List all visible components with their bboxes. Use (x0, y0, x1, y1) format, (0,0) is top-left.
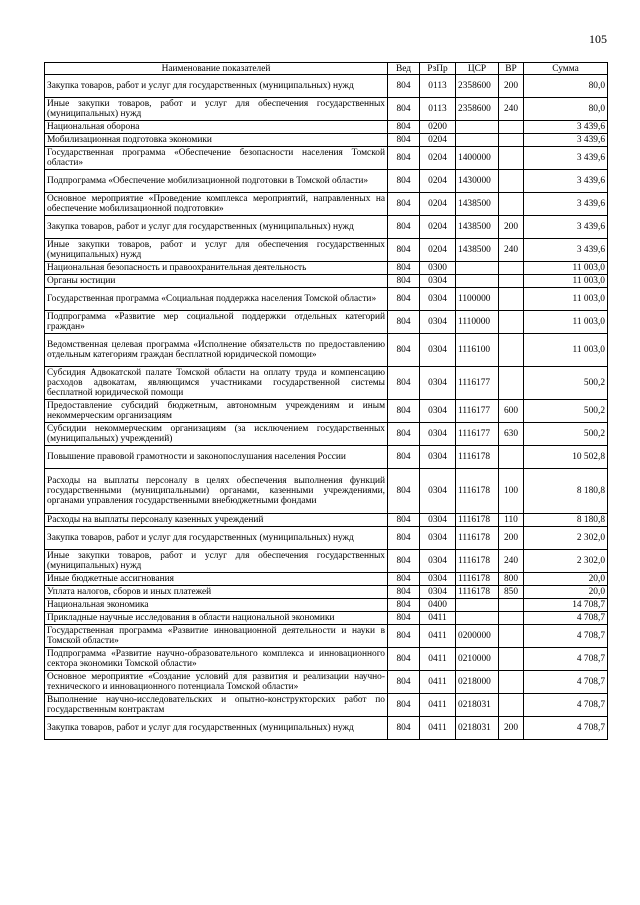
cell-ved: 804 (388, 694, 420, 717)
cell-csr: 1116178 (456, 527, 499, 550)
cell-ved: 804 (388, 239, 420, 262)
cell-csr (456, 599, 499, 612)
cell-sum: 20,0 (524, 586, 608, 599)
cell-sum: 4 708,7 (524, 717, 608, 740)
table-row (45, 423, 608, 446)
cell-vr: 100 (499, 469, 524, 514)
cell-rzpr: 0411 (420, 648, 456, 671)
header-ved: Вед (388, 63, 420, 75)
cell-rzpr: 0304 (420, 311, 456, 334)
cell-csr: 1116178 (456, 586, 499, 599)
table-row (45, 612, 608, 625)
cell-sum: 4 708,7 (524, 625, 608, 648)
cell-sum: 500,2 (524, 367, 608, 400)
cell-csr (456, 262, 499, 275)
cell-csr: 1110000 (456, 311, 499, 334)
cell-sum: 4 708,7 (524, 694, 608, 717)
cell-vr: 200 (499, 527, 524, 550)
table-row (45, 694, 608, 717)
cell-name: Иные закупки товаров, работ и услуг для обеспечения государственных (муниципальных) нужд (45, 550, 388, 573)
cell-name: Расходы на выплаты персоналу казенных учреждений (45, 514, 388, 527)
cell-sum: 3 439,6 (524, 134, 608, 147)
cell-rzpr: 0411 (420, 612, 456, 625)
table-row (45, 550, 608, 573)
cell-ved: 804 (388, 527, 420, 550)
cell-csr: 0200000 (456, 625, 499, 648)
table-row (45, 469, 608, 514)
cell-sum: 11 003,0 (524, 311, 608, 334)
table-row (45, 671, 608, 694)
cell-rzpr: 0400 (420, 599, 456, 612)
cell-ved: 804 (388, 625, 420, 648)
cell-sum: 3 439,6 (524, 239, 608, 262)
table-row (45, 717, 608, 740)
cell-sum: 3 439,6 (524, 216, 608, 239)
cell-csr: 1116177 (456, 367, 499, 400)
cell-ved: 804 (388, 262, 420, 275)
cell-vr (499, 612, 524, 625)
cell-ved: 804 (388, 193, 420, 216)
cell-rzpr: 0411 (420, 671, 456, 694)
cell-name: Органы юстиции (45, 275, 388, 288)
cell-ved: 804 (388, 573, 420, 586)
cell-rzpr: 0304 (420, 400, 456, 423)
header-vr: ВР (499, 63, 524, 75)
table-header-row (45, 63, 608, 75)
cell-rzpr: 0304 (420, 423, 456, 446)
table-row (45, 527, 608, 550)
header-name: Наименование показателей (45, 63, 388, 75)
cell-vr (499, 334, 524, 367)
cell-name: Подпрограмма «Обеспечение мобилизационной подготовки в Томской области» (45, 170, 388, 193)
cell-rzpr: 0204 (420, 147, 456, 170)
cell-name: Ведомственная целевая программа «Исполнение обязательств по предоставлению отдельным категориям граждан бесплатной юридической помощи» (45, 334, 388, 367)
cell-csr (456, 612, 499, 625)
cell-csr: 1438500 (456, 239, 499, 262)
cell-ved: 804 (388, 717, 420, 740)
table-row (45, 311, 608, 334)
cell-rzpr: 0411 (420, 625, 456, 648)
cell-ved: 804 (388, 216, 420, 239)
cell-csr: 1116178 (456, 550, 499, 573)
cell-sum: 4 708,7 (524, 612, 608, 625)
cell-sum: 14 708,7 (524, 599, 608, 612)
cell-vr: 240 (499, 550, 524, 573)
cell-rzpr: 0304 (420, 514, 456, 527)
table-row (45, 262, 608, 275)
cell-ved: 804 (388, 334, 420, 367)
cell-rzpr: 0204 (420, 239, 456, 262)
cell-name: Иные бюджетные ассигнования (45, 573, 388, 586)
cell-ved: 804 (388, 121, 420, 134)
cell-csr: 1438500 (456, 216, 499, 239)
cell-vr: 200 (499, 216, 524, 239)
cell-vr: 850 (499, 586, 524, 599)
cell-ved: 804 (388, 446, 420, 469)
cell-rzpr: 0304 (420, 288, 456, 311)
cell-ved: 804 (388, 586, 420, 599)
cell-rzpr: 0304 (420, 550, 456, 573)
cell-rzpr: 0304 (420, 367, 456, 400)
cell-vr (499, 625, 524, 648)
cell-ved: 804 (388, 75, 420, 98)
cell-ved: 804 (388, 367, 420, 400)
cell-csr: 1116177 (456, 423, 499, 446)
cell-csr: 1116178 (456, 573, 499, 586)
cell-rzpr: 0113 (420, 98, 456, 121)
cell-vr (499, 288, 524, 311)
cell-ved: 804 (388, 671, 420, 694)
cell-name: Подпрограмма «Развитие научно-образовательного комплекса и инновационного сектора экономики Томской области» (45, 648, 388, 671)
cell-ved: 804 (388, 98, 420, 121)
cell-csr: 1116177 (456, 400, 499, 423)
cell-vr (499, 170, 524, 193)
cell-csr (456, 121, 499, 134)
table-row (45, 586, 608, 599)
table-row (45, 98, 608, 121)
cell-csr (456, 134, 499, 147)
cell-rzpr: 0411 (420, 694, 456, 717)
cell-name: Национальная экономика (45, 599, 388, 612)
header-csr: ЦСР (456, 63, 499, 75)
cell-sum: 11 003,0 (524, 288, 608, 311)
cell-ved: 804 (388, 648, 420, 671)
cell-csr: 0210000 (456, 648, 499, 671)
cell-vr (499, 193, 524, 216)
cell-vr: 240 (499, 239, 524, 262)
cell-csr (456, 275, 499, 288)
cell-name: Закупка товаров, работ и услуг для государственных (муниципальных) нужд (45, 527, 388, 550)
cell-csr: 2358600 (456, 98, 499, 121)
cell-vr (499, 275, 524, 288)
cell-name: Закупка товаров, работ и услуг для государственных (муниципальных) нужд (45, 216, 388, 239)
cell-vr: 800 (499, 573, 524, 586)
cell-csr: 1116178 (456, 514, 499, 527)
table-row (45, 288, 608, 311)
cell-rzpr: 0304 (420, 573, 456, 586)
cell-csr: 1116100 (456, 334, 499, 367)
table-row (45, 147, 608, 170)
table-row (45, 75, 608, 98)
cell-sum: 4 708,7 (524, 648, 608, 671)
cell-vr: 630 (499, 423, 524, 446)
cell-rzpr: 0113 (420, 75, 456, 98)
cell-sum: 8 180,8 (524, 469, 608, 514)
cell-rzpr: 0300 (420, 262, 456, 275)
cell-ved: 804 (388, 469, 420, 514)
cell-ved: 804 (388, 170, 420, 193)
cell-name: Основное мероприятие «Создание условий для развития и реализации научно-технического и инновационного потенциала Томской области» (45, 671, 388, 694)
cell-sum: 20,0 (524, 573, 608, 586)
page-number: 105 (589, 32, 607, 46)
cell-name: Расходы на выплаты персоналу в целях обеспечения выполнения функций государственными (муниципальными) органами, казенными учреждениями, органами управления государственными внебюджетными фондами (45, 469, 388, 514)
cell-name: Государственная программа «Развитие инновационной деятельности и науки в Томской области» (45, 625, 388, 648)
cell-rzpr: 0304 (420, 469, 456, 514)
header-rzpr: РзПр (420, 63, 456, 75)
cell-vr: 200 (499, 75, 524, 98)
cell-name: Иные закупки товаров, работ и услуг для обеспечения государственных (муниципальных) нужд (45, 98, 388, 121)
cell-csr: 0218031 (456, 694, 499, 717)
cell-csr: 1400000 (456, 147, 499, 170)
cell-sum: 2 302,0 (524, 527, 608, 550)
cell-name: Повышение правовой грамотности и законопослушания населения России (45, 446, 388, 469)
table-row (45, 334, 608, 367)
cell-name: Национальная оборона (45, 121, 388, 134)
cell-vr: 600 (499, 400, 524, 423)
table-row (45, 134, 608, 147)
cell-rzpr: 0304 (420, 527, 456, 550)
cell-ved: 804 (388, 134, 420, 147)
cell-name: Уплата налогов, сборов и иных платежей (45, 586, 388, 599)
cell-csr: 1430000 (456, 170, 499, 193)
cell-vr (499, 694, 524, 717)
cell-sum: 80,0 (524, 98, 608, 121)
table-row (45, 599, 608, 612)
cell-rzpr: 0204 (420, 170, 456, 193)
table-row (45, 170, 608, 193)
cell-sum: 11 003,0 (524, 275, 608, 288)
cell-vr (499, 311, 524, 334)
cell-csr: 2358600 (456, 75, 499, 98)
cell-rzpr: 0304 (420, 586, 456, 599)
cell-name: Закупка товаров, работ и услуг для государственных (муниципальных) нужд (45, 717, 388, 740)
table-row (45, 648, 608, 671)
cell-sum: 500,2 (524, 400, 608, 423)
cell-vr (499, 671, 524, 694)
cell-sum: 3 439,6 (524, 147, 608, 170)
table-row (45, 216, 608, 239)
cell-ved: 804 (388, 288, 420, 311)
cell-sum: 11 003,0 (524, 334, 608, 367)
cell-rzpr: 0204 (420, 216, 456, 239)
header-sum: Сумма (524, 63, 608, 75)
cell-rzpr: 0304 (420, 446, 456, 469)
cell-ved: 804 (388, 147, 420, 170)
table-row (45, 400, 608, 423)
table-row (45, 625, 608, 648)
cell-sum: 8 180,8 (524, 514, 608, 527)
cell-sum: 3 439,6 (524, 193, 608, 216)
cell-vr (499, 262, 524, 275)
cell-name: Прикладные научные исследования в области национальной экономики (45, 612, 388, 625)
cell-vr: 200 (499, 717, 524, 740)
cell-vr (499, 121, 524, 134)
table-row (45, 275, 608, 288)
cell-csr: 1116178 (456, 469, 499, 514)
cell-rzpr: 0304 (420, 275, 456, 288)
cell-name: Субсидии некоммерческим организациям (за исключением государственных (муниципальных) учреждений) (45, 423, 388, 446)
cell-name: Предоставление субсидий бюджетным, автономным учреждениям и иным некоммерческим организациям (45, 400, 388, 423)
table-row (45, 446, 608, 469)
cell-ved: 804 (388, 550, 420, 573)
cell-csr: 1438500 (456, 193, 499, 216)
cell-vr (499, 367, 524, 400)
cell-name: Иные закупки товаров, работ и услуг для обеспечения государственных (муниципальных) нужд (45, 239, 388, 262)
budget-table (44, 62, 608, 740)
cell-csr: 0218031 (456, 717, 499, 740)
cell-vr: 240 (499, 98, 524, 121)
cell-rzpr: 0304 (420, 334, 456, 367)
cell-vr (499, 134, 524, 147)
table-row (45, 573, 608, 586)
cell-name: Закупка товаров, работ и услуг для государственных (муниципальных) нужд (45, 75, 388, 98)
cell-vr (499, 599, 524, 612)
table-row (45, 193, 608, 216)
cell-ved: 804 (388, 311, 420, 334)
cell-vr: 110 (499, 514, 524, 527)
table-row (45, 514, 608, 527)
cell-name: Субсидия Адвокатской палате Томской области на оплату труда и компенсацию расходов адвокатам, являющимся участниками государственной системы бесплатной юридической помощи (45, 367, 388, 400)
cell-csr: 0218000 (456, 671, 499, 694)
cell-name: Государственная программа «Обеспечение безопасности населения Томской области» (45, 147, 388, 170)
cell-ved: 804 (388, 275, 420, 288)
cell-name: Государственная программа «Социальная поддержка населения Томской области» (45, 288, 388, 311)
cell-sum: 3 439,6 (524, 170, 608, 193)
cell-sum: 3 439,6 (524, 121, 608, 134)
cell-ved: 804 (388, 400, 420, 423)
cell-sum: 500,2 (524, 423, 608, 446)
cell-name: Подпрограмма «Развитие мер социальной поддержки отдельных категорий граждан» (45, 311, 388, 334)
cell-ved: 804 (388, 423, 420, 446)
table-row (45, 121, 608, 134)
cell-sum: 4 708,7 (524, 671, 608, 694)
cell-ved: 804 (388, 514, 420, 527)
table-row (45, 239, 608, 262)
cell-name: Мобилизационная подготовка экономики (45, 134, 388, 147)
cell-name: Национальная безопасность и правоохранительная деятельность (45, 262, 388, 275)
cell-ved: 804 (388, 599, 420, 612)
cell-csr: 1100000 (456, 288, 499, 311)
cell-vr (499, 446, 524, 469)
cell-sum: 80,0 (524, 75, 608, 98)
cell-name: Основное мероприятие «Проведение комплекса мероприятий, направленных на обеспечение мобилизационной подготовки» (45, 193, 388, 216)
cell-csr: 1116178 (456, 446, 499, 469)
cell-rzpr: 0204 (420, 193, 456, 216)
cell-sum: 11 003,0 (524, 262, 608, 275)
cell-name: Выполнение научно-исследовательских и опытно-конструкторских работ по государственным контрактам (45, 694, 388, 717)
cell-rzpr: 0204 (420, 134, 456, 147)
cell-sum: 10 502,8 (524, 446, 608, 469)
cell-sum: 2 302,0 (524, 550, 608, 573)
cell-vr (499, 147, 524, 170)
cell-ved: 804 (388, 612, 420, 625)
cell-rzpr: 0411 (420, 717, 456, 740)
cell-rzpr: 0200 (420, 121, 456, 134)
table-row (45, 367, 608, 400)
cell-vr (499, 648, 524, 671)
